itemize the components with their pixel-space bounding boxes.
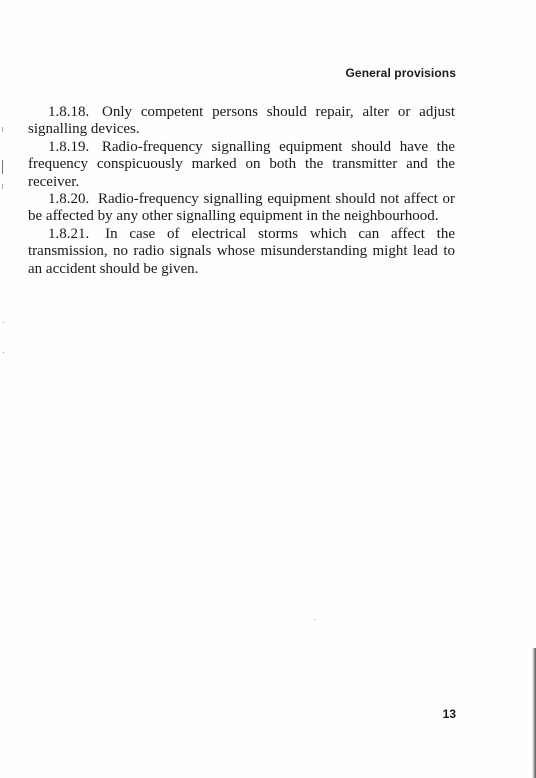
scan-speck [3,322,4,323]
paragraph-text: Only competent persons should repair, alter or adjust signalling devices. [28,104,455,138]
running-header: General provisions [345,66,456,80]
paragraph-1-8-19 [28,139,455,191]
paragraph-1-8-20 [28,191,455,226]
scan-edge-shadow [532,648,536,778]
paragraph-number: 1.8.20. [48,191,90,208]
scan-edge-mark [2,127,3,132]
paragraph-text: Radio-frequency signalling equipment should have the frequency conspicuously marked on both the transmitter and the receiver. [28,138,455,190]
scan-speck [314,619,315,620]
paragraph-text: In case of electrical storms which can affect the transmission, no radio signals whose misunderstanding might lead to an accident should be given. [28,225,456,277]
body-text [28,104,455,278]
paragraph-1-8-18 [28,104,455,139]
page-number: 13 [442,707,456,721]
scan-speck [3,352,4,353]
paragraph-number: 1.8.18. [48,104,90,120]
paragraph-number: 1.8.19. [48,138,90,155]
scan-edge-mark [2,184,3,189]
paragraph-1-8-21 [28,226,455,278]
paragraph-text: Radio-frequency signalling equipment should not affect or be affected by any other signalling equipment in the neighbourhood. [28,191,455,225]
paragraph-number: 1.8.21. [48,225,90,242]
scan-edge-mark [2,160,3,174]
